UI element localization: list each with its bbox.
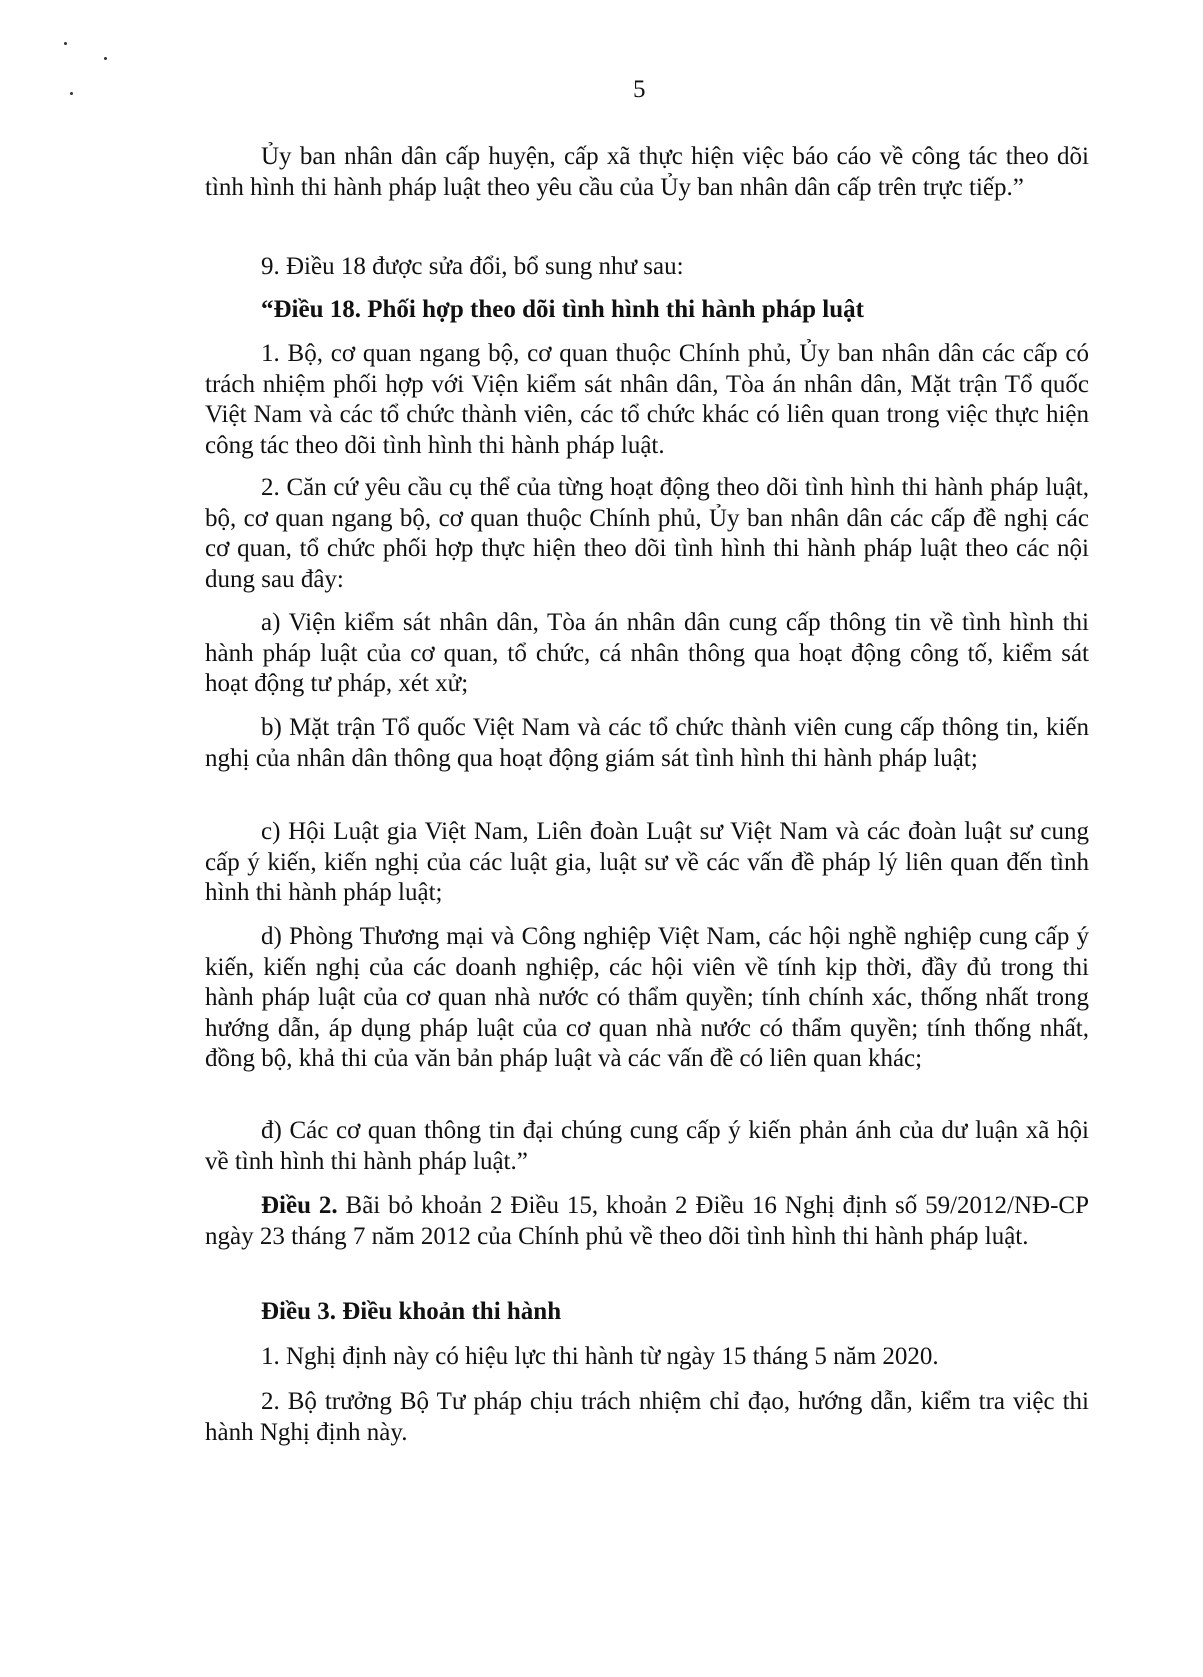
paragraph: 1. Nghị định này có hiệu lực thi hành từ ngày 15 tháng 5 năm 2020.: [261, 1343, 939, 1370]
article-heading: Điều 3. Điều khoản thi hành: [261, 1298, 562, 1325]
article-heading: “Điều 18. Phối hợp theo dõi tình hình thi hành pháp luật: [261, 296, 864, 323]
page-number: 5: [633, 76, 646, 103]
paragraph: a) Viện kiểm sát nhân dân, Tòa án nhân dân cung cấp thông tin về tình hình thi hành pháp luật của cơ quan, tổ chức, cá nhân thông qua hoạt động công tố, kiểm sát hoạt động tư pháp, xét xử;: [205, 609, 1089, 697]
paragraph: d) Phòng Thương mại và Công nghiệp Việt Nam, các hội nghề nghiệp cung cấp ý kiến, kiến nghị của các doanh nghiệp, các hội viên về tính kịp thời, đầy đủ trong thi hành pháp luật của cơ quan nhà nước có thẩm quyền; tính chính xác, thống nhất trong hướng dẫn, áp dụng pháp luật của cơ quan nhà nước có thẩm quyền; tính thống nhất, đồng bộ, khả thi của văn bản pháp luật và các vấn đề có liên quan khác;: [205, 923, 1089, 1072]
paragraph: b) Mặt trận Tổ quốc Việt Nam và các tổ chức thành viên cung cấp thông tin, kiến nghị của nhân dân thông qua hoạt động giám sát tình hình thi hành pháp luật;: [205, 714, 1089, 772]
paragraph: 2. Bộ trưởng Bộ Tư pháp chịu trách nhiệm chỉ đạo, hướng dẫn, kiểm tra việc thi hành Nghị định này.: [205, 1388, 1089, 1446]
paragraph: 9. Điều 18 được sửa đổi, bổ sung như sau:: [261, 253, 684, 280]
scan-speck: [104, 57, 107, 60]
scan-speck: [70, 92, 73, 95]
article-text: Bãi bỏ khoản 2 Điều 15, khoản 2 Điều 16 Nghị định số 59/2012/NĐ-CP ngày 23 tháng 7 năm 2012 của Chính phủ về theo dõi tình hình thi hành pháp luật.: [205, 1192, 1089, 1250]
paragraph: đ) Các cơ quan thông tin đại chúng cung cấp ý kiến phản ánh của dư luận xã hội về tình hình thi hành pháp luật.”: [205, 1117, 1089, 1175]
article-label: Điều 2.: [261, 1192, 338, 1219]
paragraph: c) Hội Luật gia Việt Nam, Liên đoàn Luật sư Việt Nam và các đoàn luật sư cung cấp ý kiến, kiến nghị của các luật gia, luật sư về các vấn đề pháp lý liên quan đến tình hình thi hành pháp luật;: [205, 818, 1089, 906]
paragraph: Ủy ban nhân dân cấp huyện, cấp xã thực hiện việc báo cáo về công tác theo dõi tình hình thi hành pháp luật theo yêu cầu của Ủy ban nhân dân cấp trên trực tiếp.”: [205, 143, 1089, 201]
paragraph: [205, 1191, 1089, 1252]
scan-speck: [64, 42, 67, 45]
paragraph: 2. Căn cứ yêu cầu cụ thể của từng hoạt động theo dõi tình hình thi hành pháp luật, bộ, cơ quan ngang bộ, cơ quan thuộc Chính phủ, Ủy ban nhân dân các cấp đề nghị các cơ quan, tổ chức phối hợp thực hiện theo dõi tình hình thi hành pháp luật theo các nội dung sau đây:: [205, 474, 1089, 593]
paragraph: 1. Bộ, cơ quan ngang bộ, cơ quan thuộc Chính phủ, Ủy ban nhân dân các cấp có trách nhiệm phối hợp với Viện kiểm sát nhân dân, Tòa án nhân dân, Mặt trận Tổ quốc Việt Nam và các tổ chức thành viên, các tổ chức khác có liên quan trong việc thực hiện công tác theo dõi tình hình thi hành pháp luật.: [205, 340, 1089, 459]
